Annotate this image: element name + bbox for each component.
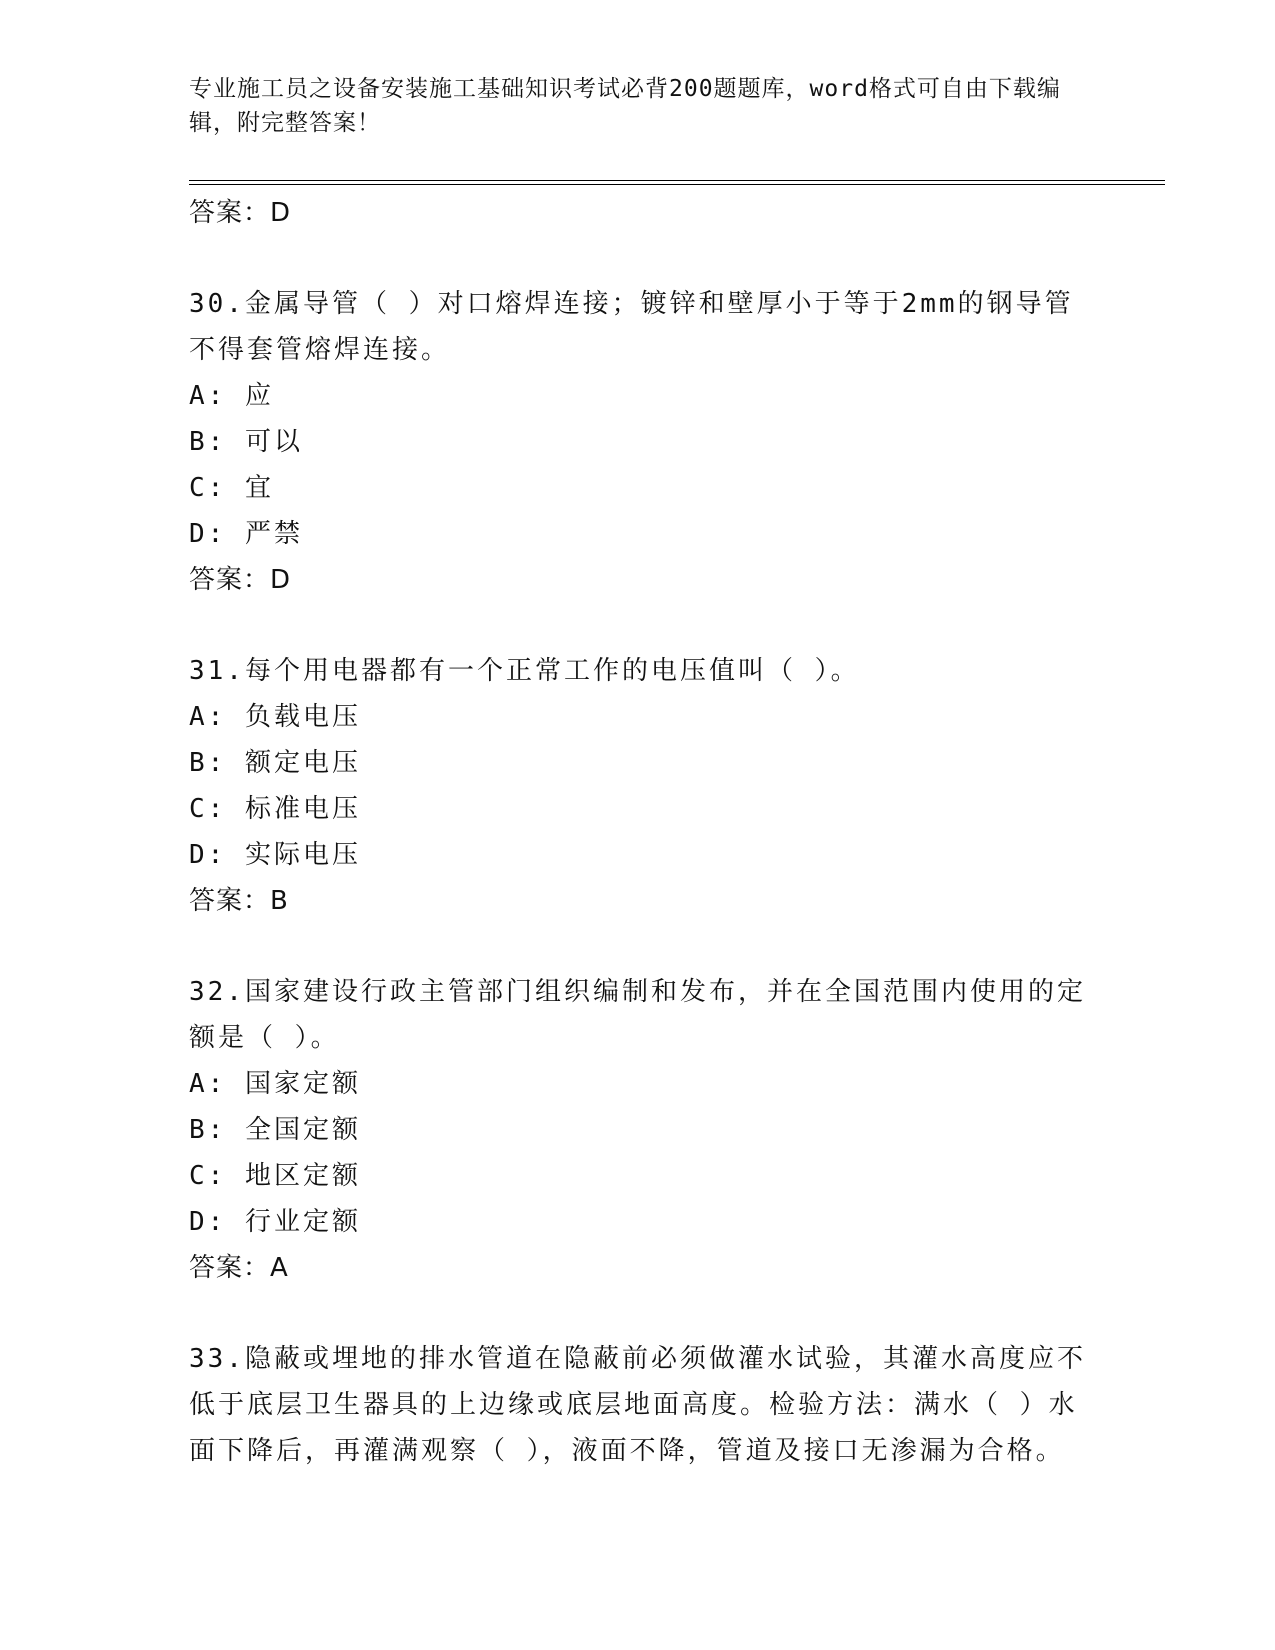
option-b: B: 可以 xyxy=(189,427,303,457)
document-header: 专业施工员之设备安装施工基础知识考试必背200题题库，word格式可自由下载编辑，附完整答案！ xyxy=(189,76,1061,136)
option-a: A: 负载电压 xyxy=(189,702,361,732)
question-block xyxy=(189,648,1089,924)
option-b: B: 全国定额 xyxy=(189,1115,361,1145)
answer-line: 答案：B xyxy=(189,886,289,916)
option-c: C: 宜 xyxy=(189,473,274,503)
question-block xyxy=(189,281,1089,603)
option-c: C: 地区定额 xyxy=(189,1161,361,1191)
option-a: A: 应 xyxy=(189,381,274,411)
header-rule-bottom xyxy=(189,184,1165,185)
question-text: 33.隐蔽或埋地的排水管道在隐蔽前必须做灌水试验，其灌水高度应不低于底层卫生器具的上边缘或底层地面高度。检验方法：满水（ ）水面下降后，再灌满观察（ ），液面不降，管道及接口无渗漏为合格。 xyxy=(189,1344,1086,1466)
option-b: B: 额定电压 xyxy=(189,748,361,778)
question-block xyxy=(189,969,1089,1291)
header-rule-top xyxy=(189,180,1165,181)
document-body xyxy=(189,190,1089,1474)
question-block xyxy=(189,1336,1089,1474)
option-d: D: 严禁 xyxy=(189,519,303,549)
answer-line: 答案：D xyxy=(189,565,292,595)
option-d: D: 实际电压 xyxy=(189,840,361,870)
answer-line: 答案：D xyxy=(189,198,292,228)
option-a: A: 国家定额 xyxy=(189,1069,361,1099)
answer-line: 答案：A xyxy=(189,1253,289,1283)
question-text: 31.每个用电器都有一个正常工作的电压值叫（ ）。 xyxy=(189,656,860,686)
option-c: C: 标准电压 xyxy=(189,794,361,824)
question-text: 32.国家建设行政主管部门组织编制和发布，并在全国范围内使用的定额是（ ）。 xyxy=(189,977,1086,1053)
option-d: D: 行业定额 xyxy=(189,1207,361,1237)
question-text: 30.金属导管（ ）对口熔焊连接；镀锌和壁厚小于等于2mm的钢导管不得套管熔焊连接。 xyxy=(189,289,1074,365)
